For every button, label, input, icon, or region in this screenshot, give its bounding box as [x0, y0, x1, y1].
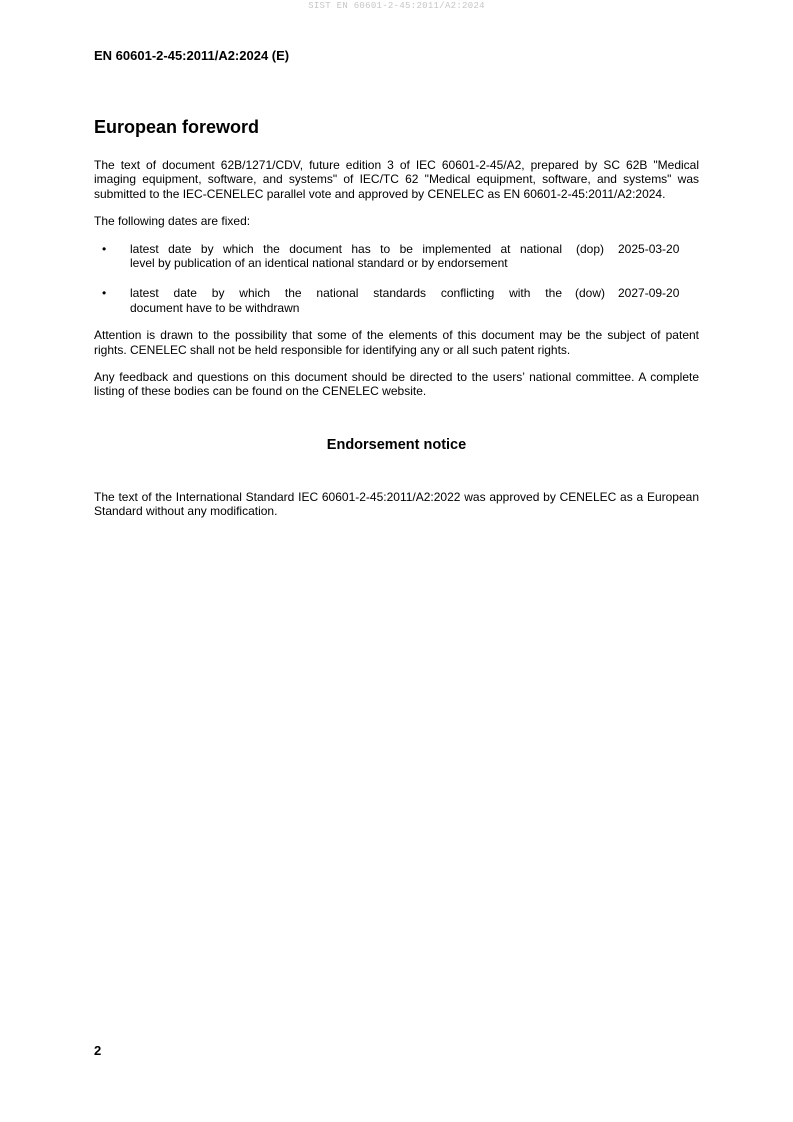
watermark: SIST EN 60601-2-45:2011/A2:2024 [308, 1, 485, 11]
date-row-dow [94, 286, 699, 315]
page-number: 2 [94, 1043, 102, 1058]
bullet: • [102, 286, 107, 301]
date-description [130, 242, 562, 271]
foreword-intro-paragraph: The text of document 62B/1271/CDV, future edition 3 of IEC 60601-2-45/A2, prepared by SC 62B "Medical imaging equipment, software, and systems" of IEC/TC 62 "Medical equipment, software, and systems" was submitted to the IEC-CENELEC parallel vote and approved by CENELEC as EN 60601-2-45:2011/A2:2024. [94, 158, 699, 201]
endorsement-paragraph: The text of the International Standard IEC 60601-2-45:2011/A2:2022 was approved by CENELEC as a European Standard without any modification. [94, 489, 699, 519]
date-description-line2: level by publication of an identical national standard or by endorsement [130, 256, 508, 271]
foreword-title: European foreword [94, 117, 260, 137]
dates-list [94, 242, 699, 316]
date-description-line2: document have to be withdrawn [130, 300, 300, 315]
endorsement-title: Endorsement notice [326, 436, 467, 453]
dates-intro-paragraph: The following dates are fixed: [94, 214, 251, 229]
page-body [94, 116, 699, 519]
patent-attention-paragraph: Attention is drawn to the possibility that some of the elements of this document may be the subject of patent rights. CENELEC shall not be held responsible for identifying any or all such patent rights. [94, 328, 699, 357]
bullet: • [102, 241, 107, 256]
feedback-paragraph: Any feedback and questions on this document should be directed to the users’ national committee. A complete listing of these bodies can be found on the CENELEC website. [94, 370, 699, 399]
date-code: (dow) [574, 286, 605, 301]
date-description-line1: latest date by which the document has to be implemented at national [130, 241, 562, 256]
date-value: 2025-03-20 [618, 241, 680, 256]
date-description-line1: latest date by which the national standards conflicting with the [130, 286, 562, 301]
document-identifier: EN 60601-2-45:2011/A2:2024 (E) [94, 48, 290, 63]
date-row-dop [94, 242, 699, 271]
date-code: (dop) [575, 241, 604, 256]
date-description [130, 286, 562, 315]
date-value: 2027-09-20 [618, 286, 680, 301]
